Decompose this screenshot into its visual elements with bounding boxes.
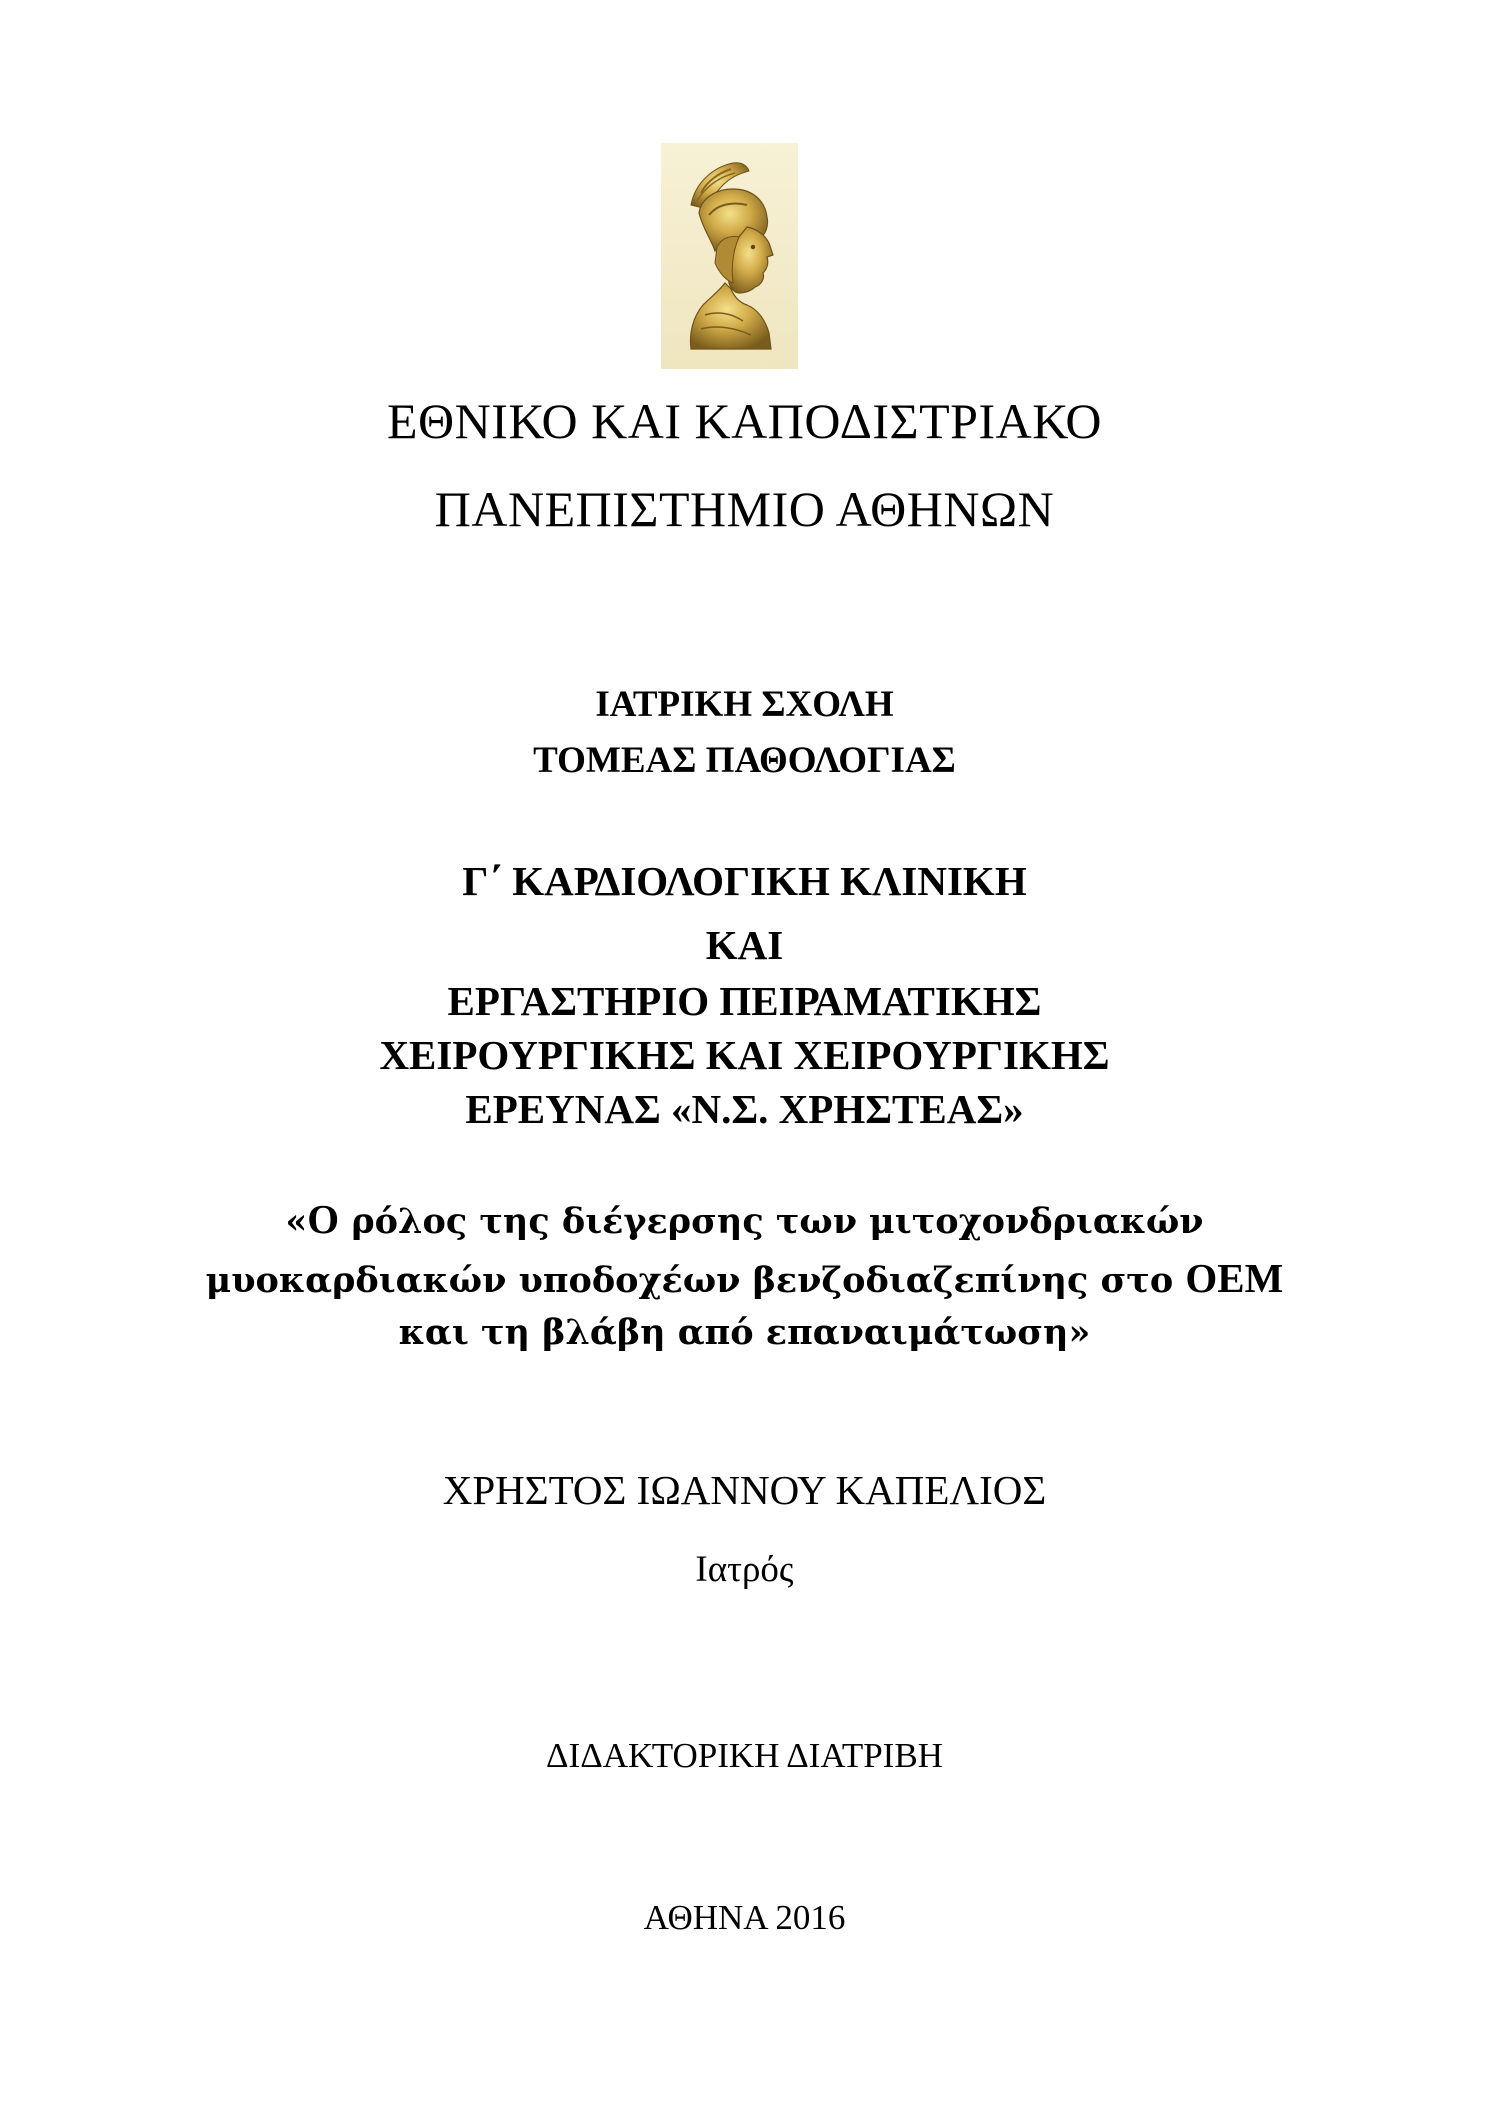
clinic-line-2: ΚΑΙ xyxy=(705,922,784,968)
thesis-title-line-1-text: ρόλος της διέγερσης των μιτοχονδριακών xyxy=(339,1201,1204,1242)
clinic-line-1: Γ΄ ΚΑΡΔΙΟΛΟΓΙΚΗ ΚΛΙΝΙΚΗ xyxy=(462,858,1027,904)
department-name: ΤΟΜΕΑΣ ΠΑΘΟΛΟΓΙΑΣ xyxy=(533,740,956,781)
author-name: ΧΡΗΣΤΟΣ ΙΩΑΝΝΟΥ ΚΑΠΕΛΙΟΣ xyxy=(442,1467,1047,1513)
thesis-title-line-3: και τη βλάβη από επαναιμάτωση» xyxy=(398,1312,1091,1353)
school-name: ΙΑΤΡΙΚΗ ΣΧΟΛΗ xyxy=(595,684,894,725)
university-name-line-2: ΠΑΝΕΠΙΣΤΗΜΙΟ ΑΘΗΝΩΝ xyxy=(434,481,1055,537)
clinic-line-5: ΕΡΕΥΝΑΣ «Ν.Σ. ΧΡΗΣΤΕΑΣ» xyxy=(465,1086,1024,1132)
athena-helmet-emblem-icon xyxy=(661,143,798,369)
clinic-line-4: ΧΕΙΡΟΥΡΓΙΚΗΣ ΚΑΙ ΧΕΙΡΟΥΡΓΙΚΗΣ xyxy=(379,1032,1110,1078)
thesis-title-line-1 xyxy=(0,1195,1489,1243)
author-role: Ιατρός xyxy=(695,1549,794,1590)
place-and-year: ΑΘΗΝΑ 2016 xyxy=(643,1898,846,1937)
thesis-title-line-2-text: μυοκαρδιακών υποδοχέων βενζοδιαζεπίνης στο xyxy=(205,1260,1186,1301)
document-type: ΔΙΔΑΚΤΟΡΙΚΗ ΔΙΑΤΡΙΒΗ xyxy=(546,1736,943,1775)
thesis-title-oem: ΟΕΜ xyxy=(1185,1255,1284,1301)
university-name-line-1: ΕΘΝΙΚΟ ΚΑΙ ΚΑΠΟΔΙΣΤΡΙΑΚΟ xyxy=(386,393,1103,449)
thesis-title-letter-o: Ο xyxy=(307,1196,340,1242)
thesis-title-line-2 xyxy=(0,1254,1489,1302)
thesis-title-open-quote: « xyxy=(285,1201,308,1242)
clinic-line-3: ΕΡΓΑΣΤΗΡΙΟ ΠΕΙΡΑΜΑΤΙΚΗΣ xyxy=(447,978,1042,1024)
